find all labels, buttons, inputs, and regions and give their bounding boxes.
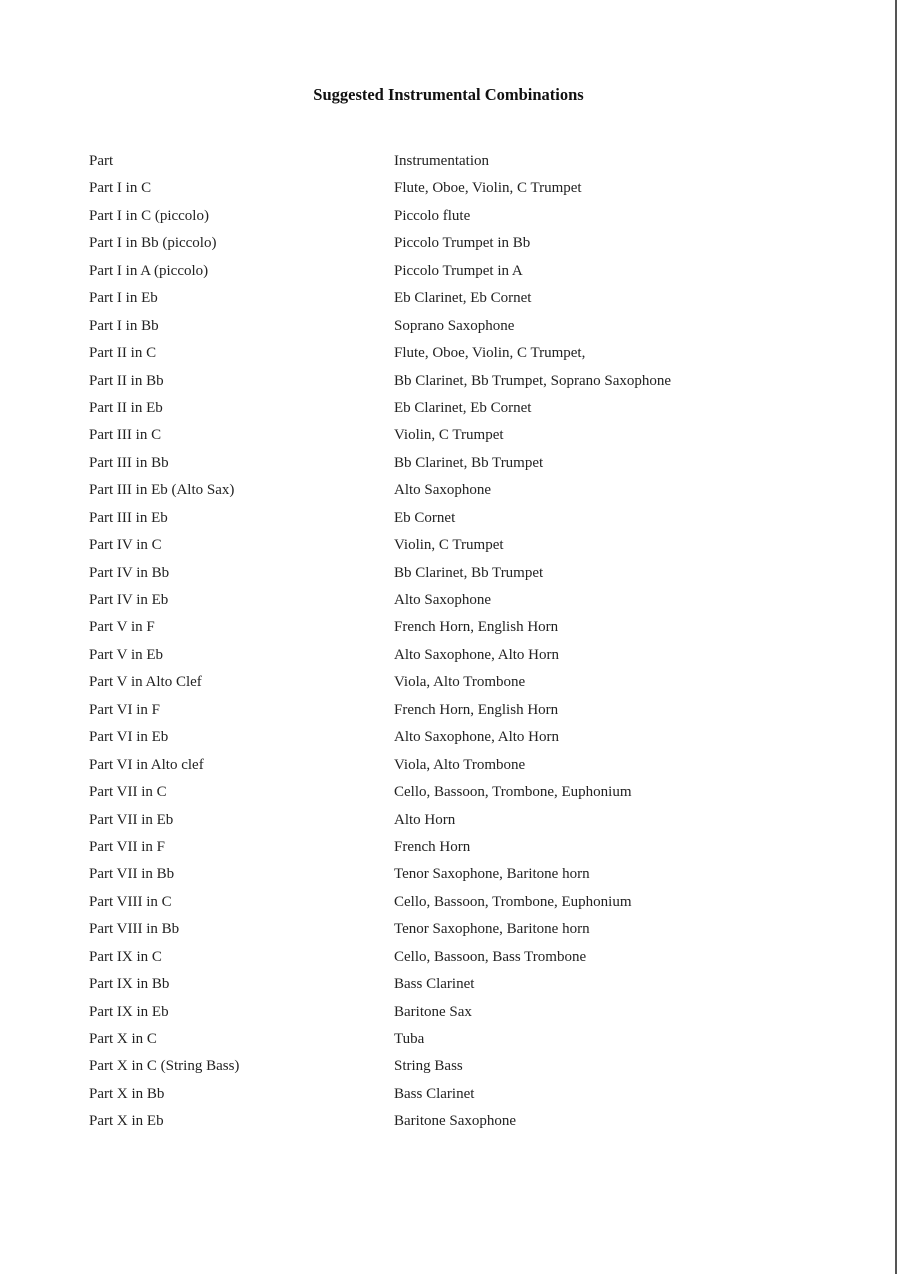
instrumentation-cell: Piccolo flute [394,207,471,224]
table-row [89,752,809,779]
table-row [89,642,809,669]
instrumentation-cell: Viola, Alto Trombone [394,674,526,691]
instrumentation-table [89,148,809,1136]
part-cell: Part VI in Alto clef [89,756,204,773]
table-row [89,889,809,916]
table-row [89,395,809,422]
part-cell: Part I in C (piccolo) [89,207,209,224]
table-row [89,532,809,559]
table-row [89,614,809,641]
table-row [89,999,809,1026]
part-cell: Part IV in Bb [89,564,170,581]
instrumentation-cell: Tenor Saxophone, Baritone horn [394,866,590,883]
instrumentation-cell: Violin, C Trumpet [394,427,504,444]
part-cell: Part III in C [89,427,162,444]
part-cell: Part II in C [89,345,157,362]
header-part: Part [89,153,114,169]
part-cell: Part I in C [89,180,152,197]
instrumentation-cell: Bass Clarinet [394,976,475,993]
table-row [89,313,809,340]
instrumentation-cell: Tuba [394,1031,425,1047]
part-cell: Part III in Eb (Alto Sax) [89,482,235,499]
instrumentation-cell: Eb Cornet [394,509,456,526]
instrumentation-cell: Eb Clarinet, Eb Cornet [394,290,532,307]
instrumentation-cell: Soprano Saxophone [394,317,515,334]
part-cell: Part V in Eb [89,646,164,663]
instrumentation-cell: Alto Saxophone [394,592,492,608]
table-row [89,861,809,888]
instrumentation-cell: Alto Saxophone, Alto Horn [394,646,559,663]
table-row [89,1081,809,1108]
instrumentation-cell: Cello, Bassoon, Trombone, Euphonium [394,784,632,801]
instrumentation-cell: Alto Horn [394,811,456,828]
instrumentation-cell: Flute, Oboe, Violin, C Trumpet, [394,345,586,362]
instrumentation-cell: Tenor Saxophone, Baritone horn [394,921,590,938]
table-row [89,779,809,806]
table-row [89,971,809,998]
table-header-row [89,148,809,175]
table-row [89,1108,809,1135]
part-cell: Part X in C [89,1031,157,1047]
part-cell: Part I in A (piccolo) [89,262,209,279]
instrumentation-cell: Eb Clarinet, Eb Cornet [394,399,532,416]
table-row [89,450,809,477]
part-cell: Part VIII in C [89,893,172,910]
table-row [89,258,809,285]
instrumentation-cell: French Horn, English Horn [394,619,559,636]
instrumentation-cell: French Horn, English Horn [394,701,559,718]
table-row [89,1026,809,1053]
part-cell: Part IX in Bb [89,976,170,993]
instrumentation-cell: Bb Clarinet, Bb Trumpet, Soprano Saxophone [394,372,672,389]
instrumentation-cell: Baritone Saxophone [394,1113,517,1130]
part-cell: Part VII in Bb [89,866,175,883]
part-cell: Part II in Bb [89,372,164,389]
part-cell: Part X in Eb [89,1113,164,1130]
table-row [89,368,809,395]
instrumentation-cell: Piccolo Trumpet in A [394,262,523,279]
page-title: Suggested Instrumental Combinations [313,85,584,104]
instrumentation-cell: Alto Saxophone, Alto Horn [394,729,559,746]
part-cell: Part III in Eb [89,509,168,526]
instrumentation-cell: Bass Clarinet [394,1085,475,1102]
part-cell: Part VII in C [89,784,167,801]
header-instrumentation: Instrumentation [394,153,489,169]
instrumentation-cell: Cello, Bassoon, Bass Trombone [394,948,587,965]
part-cell: Part VI in Eb [89,729,169,746]
table-row [89,724,809,751]
part-cell: Part IX in C [89,948,162,965]
table-body [89,175,809,1135]
part-cell: Part IV in Eb [89,592,169,608]
instrumentation-cell: Violin, C Trumpet [394,537,504,554]
table-row [89,422,809,449]
table-row [89,203,809,230]
instrumentation-cell: Baritone Sax [394,1003,472,1020]
part-cell: Part X in Bb [89,1085,165,1102]
instrumentation-cell: String Bass [394,1058,463,1075]
part-cell: Part I in Bb [89,317,159,334]
part-cell: Part IX in Eb [89,1003,169,1020]
table-row [89,230,809,257]
part-cell: Part I in Bb (piccolo) [89,235,217,252]
table-row [89,477,809,504]
part-cell: Part V in Alto Clef [89,674,202,691]
instrumentation-cell: Flute, Oboe, Violin, C Trumpet [394,180,582,197]
table-row [89,505,809,532]
part-cell: Part VII in F [89,838,165,855]
part-cell: Part IV in C [89,537,162,554]
part-cell: Part X in C (String Bass) [89,1058,240,1075]
table-row [89,560,809,587]
table-row [89,944,809,971]
instrumentation-cell: Bb Clarinet, Bb Trumpet [394,564,544,581]
table-row [89,916,809,943]
table-row [89,834,809,861]
instrumentation-cell: French Horn [394,838,471,855]
table-row [89,669,809,696]
instrumentation-cell: Cello, Bassoon, Trombone, Euphonium [394,893,632,910]
instrumentation-cell: Viola, Alto Trombone [394,756,526,773]
table-row [89,340,809,367]
table-row [89,285,809,312]
part-cell: Part I in Eb [89,290,158,307]
part-cell: Part II in Eb [89,399,163,416]
part-cell: Part VIII in Bb [89,921,180,938]
part-cell: Part V in F [89,619,155,636]
table-row [89,175,809,202]
part-cell: Part VII in Eb [89,811,174,828]
table-row [89,807,809,834]
part-cell: Part VI in F [89,701,160,718]
instrumentation-cell: Piccolo Trumpet in Bb [394,235,531,252]
table-row [89,587,809,614]
part-cell: Part III in Bb [89,454,169,471]
instrumentation-cell: Bb Clarinet, Bb Trumpet [394,454,544,471]
table-row [89,697,809,724]
table-row [89,1053,809,1080]
instrumentation-cell: Alto Saxophone [394,482,492,499]
